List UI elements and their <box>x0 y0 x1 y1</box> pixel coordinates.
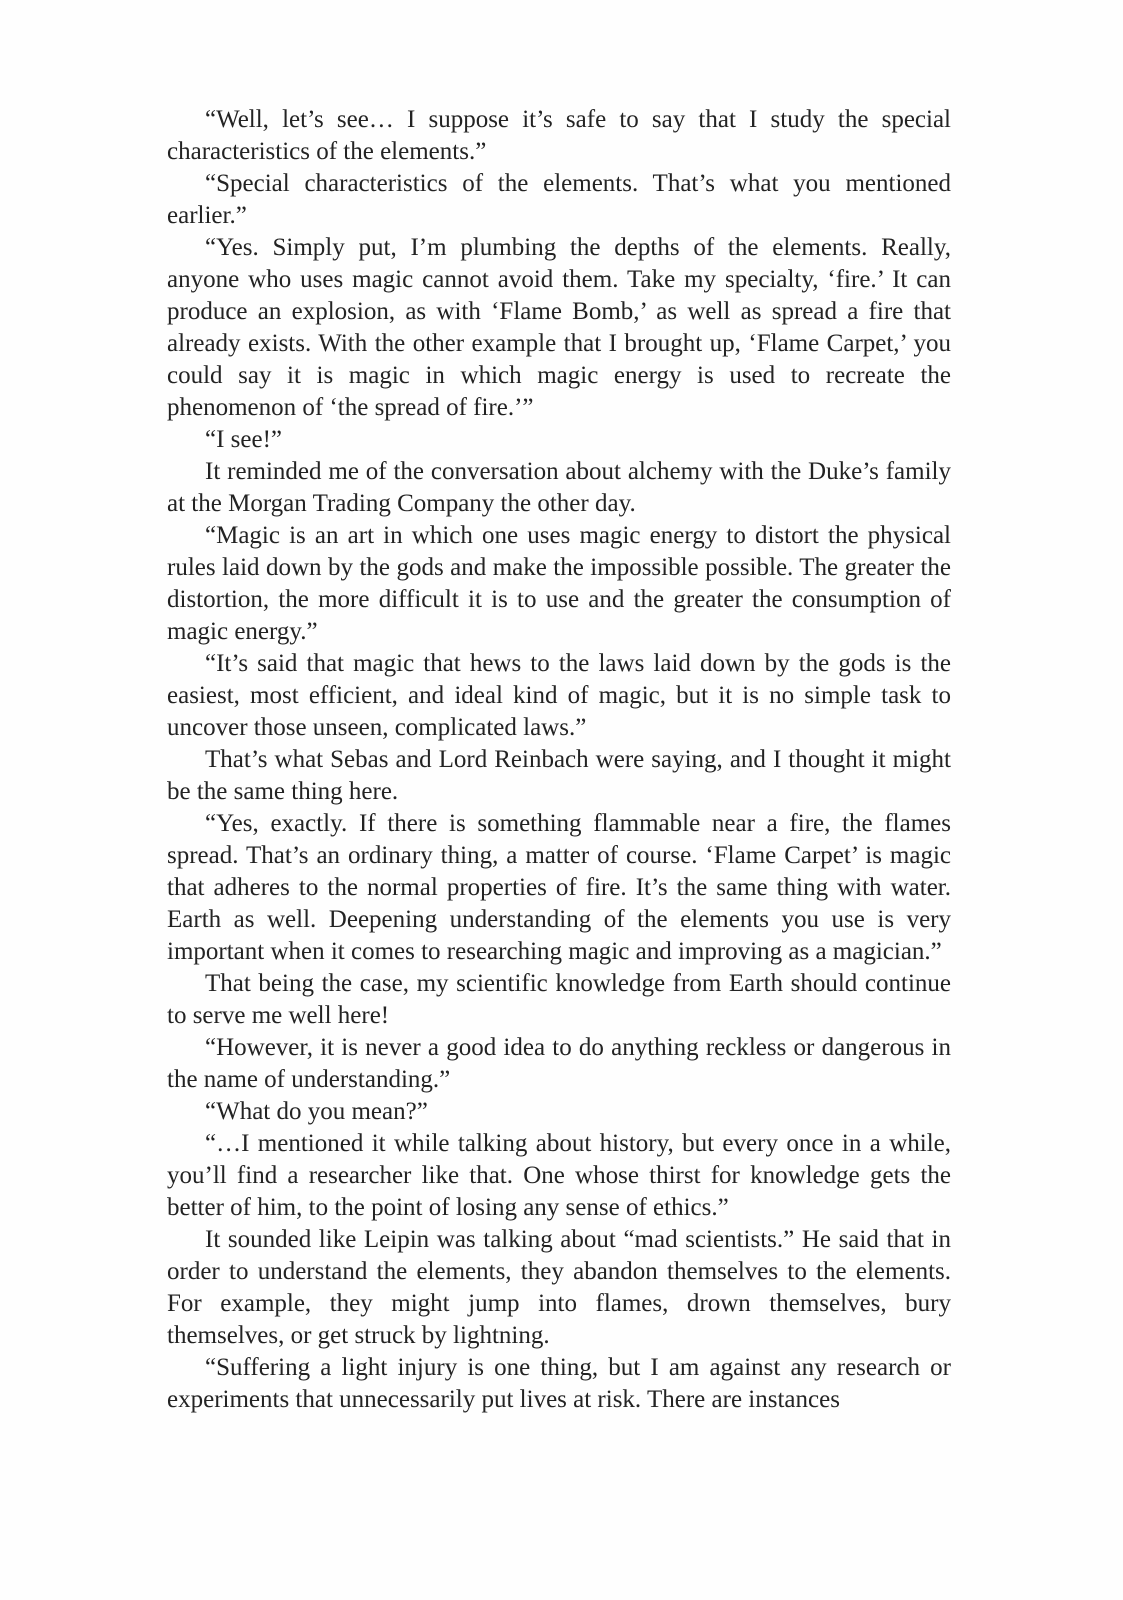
paragraph: “…I mentioned it while talking about history, but every once in a while, you’ll find a researcher like that. One whose thirst for knowledge gets the better of him, to the point of losing any sense of ethics.” <box>167 1130 951 1221</box>
paragraph: “Yes, exactly. If there is something flammable near a fire, the flames spread. That’s an ordinary thing, a matter of course. ‘Flame Carpet’ is magic that adheres to the normal properties of fire. It’s the same thing with water. Earth as well. Deepening understanding of the elements you use is very important when it comes to researching magic and improving as a magician.” <box>167 810 951 965</box>
paragraph: “Yes. Simply put, I’m plumbing the depths of the elements. Really, anyone who uses magic cannot avoid them. Take my specialty, ‘fire.’ It can produce an explosion, as with ‘Flame Bomb,’ as well as spread a fire that already exists. With the other example that I brought up, ‘Flame Carpet,’ you could say it is magic in which magic energy is used to recreate the phenomenon of ‘the spread of fire.’” <box>167 234 951 421</box>
paragraph: “Magic is an art in which one uses magic energy to distort the physical rules laid down by the gods and make the impossible possible. The greater the distortion, the more difficult it is to use and the greater the consumption of magic energy.” <box>167 522 951 645</box>
paragraph: “However, it is never a good idea to do anything reckless or dangerous in the name of understanding.” <box>167 1034 951 1093</box>
paragraph: “Suffering a light injury is one thing, but I am against any research or experiments that unnecessarily put lives at risk. There are instances <box>167 1354 951 1413</box>
paragraph: “Well, let’s see… I suppose it’s safe to say that I study the special characteristics of the elements.” <box>167 106 951 165</box>
paragraph: It reminded me of the conversation about alchemy with the Duke’s family at the Morgan Trading Company the other day. <box>167 458 951 517</box>
paragraph: “It’s said that magic that hews to the laws laid down by the gods is the easiest, most efficient, and ideal kind of magic, but it is no simple task to uncover those unseen, complicated laws.” <box>167 650 951 741</box>
paragraph: That’s what Sebas and Lord Reinbach were saying, and I thought it might be the same thing here. <box>167 746 951 805</box>
paragraph: “What do you mean?” <box>205 1098 428 1125</box>
page-text <box>167 104 951 1416</box>
paragraph: That being the case, my scientific knowledge from Earth should continue to serve me well here! <box>167 970 951 1029</box>
paragraph: “I see!” <box>205 426 283 453</box>
paragraph: It sounded like Leipin was talking about “mad scientists.” He said that in order to understand the elements, they abandon themselves to the elements. For example, they might jump into flames, drown themselves, bury themselves, or get struck by lightning. <box>167 1226 951 1349</box>
paragraph: “Special characteristics of the elements. That’s what you mentioned earlier.” <box>167 170 951 229</box>
